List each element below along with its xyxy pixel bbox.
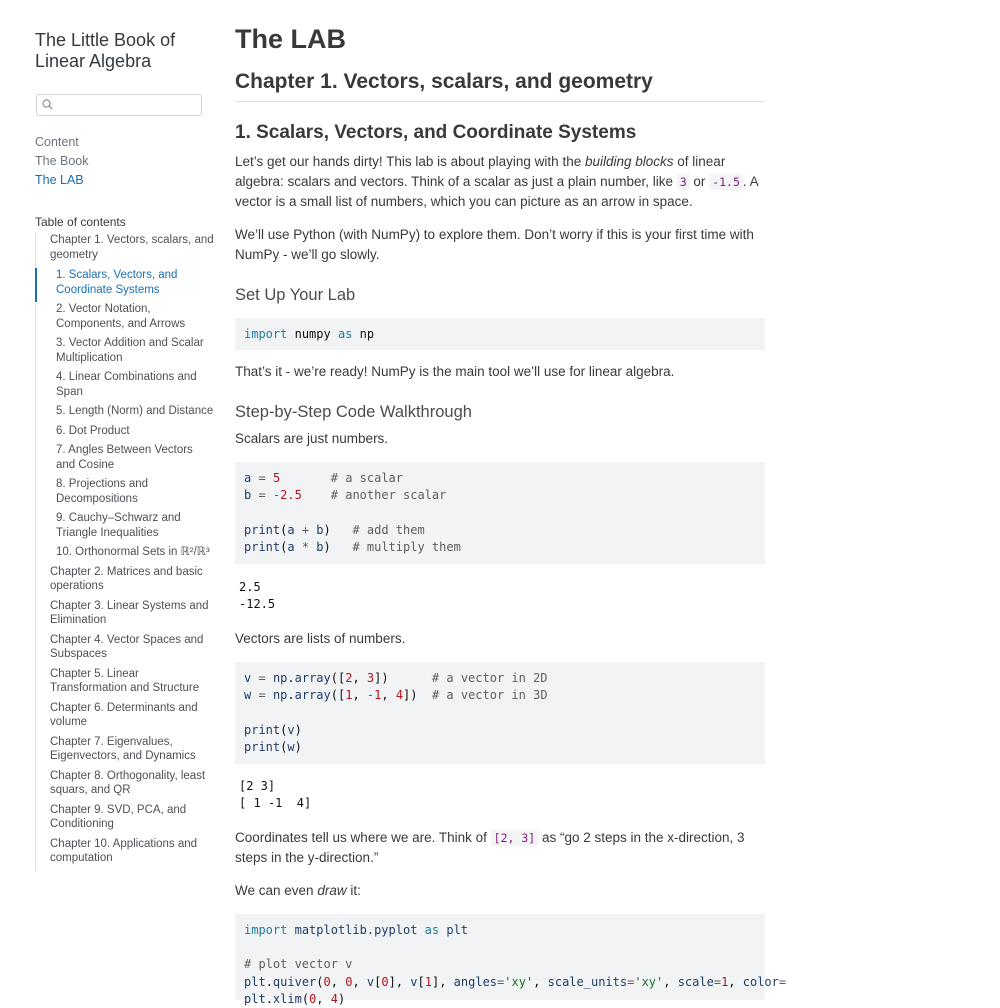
toc-section-1[interactable]: 1. Scalars, Vectors, and Coordinate Systems bbox=[35, 268, 215, 302]
toc-section-5[interactable]: 5. Length (Norm) and Distance bbox=[56, 405, 214, 417]
sidebar bbox=[0, 0, 216, 1000]
code-block-vectors[interactable]: v = np.array([2, 3]) # a vector in 2D w = np.array([1, -1, 4]) # a vector in 3D print(v) print(w) bbox=[235, 662, 765, 764]
output-block-scalars bbox=[239, 579, 275, 613]
toc-chapter-9[interactable]: Chapter 9. SVD, PCA, and Conditioning bbox=[50, 803, 187, 830]
output-line: -12.5 bbox=[239, 597, 276, 611]
nav-links bbox=[35, 133, 89, 190]
output-block-vectors bbox=[239, 778, 311, 812]
toc-section-7[interactable]: 7. Angles Between Vectors and Cosine bbox=[56, 444, 193, 471]
inline-code-3: 3 bbox=[677, 174, 690, 190]
search-input[interactable] bbox=[57, 96, 195, 112]
toc-chapter-10[interactable]: Chapter 10. Applications and computation bbox=[50, 837, 198, 864]
intro-text-2: of linear algebra: scalars and vectors. Think of a scalar as just a plain number, like bbox=[235, 154, 726, 189]
code-block-plot[interactable]: import matplotlib.pyplot as plt # plot vector v plt.quiver(0, 0, v[0], v[1], angles='xy', scale_units='xy', scale=1, color= plt.xlim(0, 4) bbox=[235, 914, 765, 1000]
code-alias: np bbox=[359, 327, 375, 341]
intro-paragraph-2: We’ll use Python (with NumPy) to explore them. Don’t worry if this is your first time with NumPy - we’ll go slowly. bbox=[235, 227, 754, 262]
output-line: [2 3] bbox=[239, 779, 276, 793]
inline-code-vector: [2, 3] bbox=[491, 830, 539, 846]
setup-heading: Set Up Your Lab bbox=[235, 286, 356, 304]
toc-chapter-8[interactable]: Chapter 8. Orthogonality, least squars, and QR bbox=[50, 769, 206, 796]
code-module: numpy bbox=[294, 327, 331, 341]
toc-section-6[interactable]: 6. Dot Product bbox=[56, 424, 130, 437]
search-icon bbox=[42, 99, 53, 110]
chapter-title: Chapter 1. Vectors, scalars, and geometry bbox=[235, 68, 765, 102]
inline-code-neg-1-5: -1.5 bbox=[709, 174, 743, 190]
toc-heading: Table of contents bbox=[35, 215, 126, 229]
toc-chapter-7[interactable]: Chapter 7. Eigenvalues, Eigenvectors, and Dynamics bbox=[50, 735, 196, 762]
toc-chapter-1-sections bbox=[36, 268, 215, 565]
intro-emphasis: building blocks bbox=[584, 154, 674, 169]
toc-section-4[interactable]: 4. Linear Combinations and Span bbox=[56, 371, 197, 398]
scalars-paragraph: Scalars are just numbers. bbox=[235, 431, 389, 446]
code-keyword: import bbox=[244, 327, 288, 341]
coords-text-2: as “go 2 steps in the x-direction, 3 steps in the y-direction.” bbox=[235, 830, 745, 865]
toc-section-3[interactable]: 3. Vector Addition and Scalar Multiplication bbox=[56, 337, 204, 364]
toc-section-8[interactable]: 8. Projections and Decompositions bbox=[56, 478, 149, 505]
intro-text-1: Let’s get our hands dirty! This lab is about playing with the bbox=[235, 154, 585, 169]
toc-chapter-1[interactable]: Chapter 1. Vectors, scalars, and geometry bbox=[50, 234, 214, 261]
toc-section-10[interactable]: 10. Orthonormal Sets in ℝ²/ℝ³ bbox=[56, 546, 210, 558]
toc-section-9[interactable]: 9. Cauchy–Schwarz and Triangle Inequalities bbox=[56, 512, 181, 539]
ready-paragraph: That’s it - we’re ready! NumPy is the main tool we’ll use for linear algebra. bbox=[235, 364, 675, 379]
output-line: 2.5 bbox=[239, 580, 261, 594]
toc-chapter-6[interactable]: Chapter 6. Determinants and volume bbox=[50, 701, 198, 728]
toc-list bbox=[35, 233, 215, 871]
section-title: 1. Scalars, Vectors, and Coordinate Systems bbox=[235, 122, 637, 143]
toc-chapter-4[interactable]: Chapter 4. Vector Spaces and Subspaces bbox=[50, 633, 204, 660]
draw-emphasis: draw bbox=[317, 883, 347, 898]
site-title[interactable]: The Little Book of Linear Algebra bbox=[35, 30, 176, 71]
draw-paragraph bbox=[235, 881, 765, 901]
code-keyword: as bbox=[337, 327, 353, 341]
toc-chapter-3[interactable]: Chapter 3. Linear Systems and Elimination bbox=[50, 599, 209, 626]
table-of-contents bbox=[35, 214, 215, 871]
toc-chapter-5[interactable]: Chapter 5. Linear Transformation and Structure bbox=[50, 667, 200, 694]
code-block-scalars[interactable]: a = 5 # a scalar b = -2.5 # another scalar print(a + b) # add them print(a * b) # multiply them bbox=[235, 462, 765, 564]
walkthrough-heading: Step-by-Step Code Walkthrough bbox=[235, 403, 472, 421]
coords-text-1: Coordinates tell us where we are. Think of bbox=[235, 830, 491, 845]
coordinates-paragraph bbox=[235, 828, 765, 868]
intro-text-4: . A vector is a small list of numbers, which you can picture as an arrow in space. bbox=[235, 174, 758, 209]
draw-text-1: We can even bbox=[235, 883, 318, 898]
page-title: The LAB bbox=[235, 24, 346, 54]
toc-chapter-2[interactable]: Chapter 2. Matrices and basic operations bbox=[50, 565, 203, 592]
code-block-setup[interactable] bbox=[235, 318, 765, 350]
vectors-paragraph: Vectors are lists of numbers. bbox=[235, 631, 406, 646]
search-box[interactable] bbox=[36, 94, 202, 116]
toc-section-2[interactable]: 2. Vector Notation, Components, and Arrows bbox=[56, 303, 186, 330]
nav-link-the-lab[interactable]: The LAB bbox=[35, 173, 84, 187]
intro-paragraph bbox=[235, 152, 765, 212]
nav-link-the-book[interactable]: The Book bbox=[35, 154, 89, 168]
output-line: [ 1 -1 4] bbox=[239, 796, 312, 810]
nav-link-content[interactable]: Content bbox=[35, 135, 79, 149]
intro-text-3: or bbox=[689, 174, 710, 189]
draw-text-2: it: bbox=[346, 883, 361, 898]
